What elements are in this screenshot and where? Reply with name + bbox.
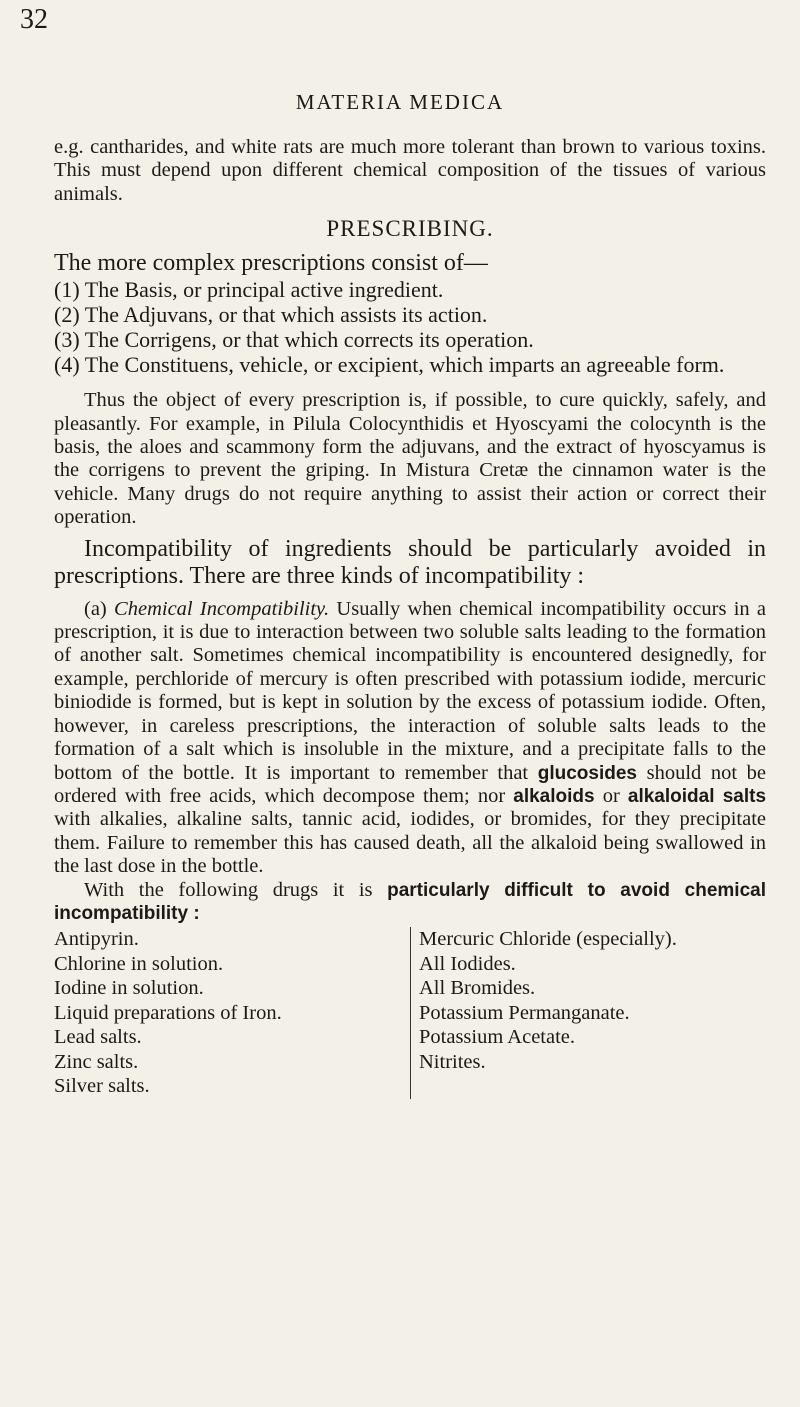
term-glucosides: glucosides <box>537 762 637 784</box>
drug-item: Nitrites. <box>419 1050 486 1073</box>
drug-item: Potassium Permanganate. <box>419 1001 630 1024</box>
drug-item: Mercuric Chloride (especially). <box>419 928 677 951</box>
drug-item: Silver salts. <box>54 1075 150 1098</box>
drug-item: Iodine in solution. <box>54 977 204 1000</box>
drug-item: Lead salts. <box>54 1026 142 1049</box>
drug-item: Chlorine in solution. <box>54 952 224 975</box>
component-item: (3) The Corrigens, or that which corrects its operation. <box>54 327 534 353</box>
drug-item: Zinc salts. <box>54 1050 139 1073</box>
running-header: MATERIA MEDICA <box>295 90 505 114</box>
drug-item: All Bromides. <box>419 977 536 1000</box>
paragraph-text: Usually when chemical incompatibility occurs in a prescription, it is due to interaction between two soluble salts leading to the formation of another salt. Sometimes chemical incompatibility is encountered designedly, for example, perchloride of mercury is often prescribed with potassium iodide, mercuric biniodide is formed, but is kept in solution by the excess of potassium iodide. Often, however, in careless prescriptions, the interaction of soluble salts leads to the formation of a salt which is insoluble in the mixture, and a precipitate falls to the bottom of the bottle. It is important to remember that <box>54 597 767 784</box>
drug-list-left <box>54 927 410 1099</box>
page-number: 32 <box>20 4 48 35</box>
drug-item: Liquid preparations of Iron. <box>54 1001 282 1024</box>
drug-list-right <box>410 927 766 1099</box>
subsection-title: Chemical Incompatibility. <box>114 597 330 620</box>
intro-paragraph: e.g. cantharides, and white rats are much more tolerant than brown to various toxins. This must depend upon different chemical composition of the tissues of various animals. <box>54 136 766 205</box>
paragraph-text: or <box>602 784 620 807</box>
prescription-components <box>54 277 766 377</box>
drug-item: Potassium Acetate. <box>419 1026 576 1049</box>
paragraph-text: should not be ordered with free acids, which decompose them; nor <box>54 761 767 807</box>
object-paragraph: Thus the object of every prescription is, if possible, to cure quickly, safely, and pleasantly. For example, in Pilula Colocynthidis et Hyoscyami the colocynth is the basis, the aloes and scammony form the adjuvans, and the extract of hyoscyamus is the corrigens to prevent the griping. In Mistura Cretæ the cinnamon water is the vehicle. Many drugs do not require anything to assist their action or correct their operation. <box>54 389 766 529</box>
chemical-incompatibility-paragraph <box>54 598 766 879</box>
incompatibility-intro: Incompatibility of ingredients should be particularly avoided in prescriptions. There are three kinds of incompatibility : <box>54 535 766 589</box>
drugs-intro-emphasis: particularly difficult to avoid chemical incompatibility : <box>54 879 766 924</box>
page-body <box>54 136 766 1099</box>
prescription-lead: The more complex prescriptions consist of— <box>54 250 488 277</box>
paragraph-text: with alkalies, alkaline salts, tannic acid, iodides, or bromides, for they precipitate them. Failure to remember this has caused death, all the alkaloid being swallowed in the last dose in the bottle. <box>54 808 766 878</box>
section-heading: PRESCRIBING. <box>326 216 494 242</box>
drug-item: Antipyrin. <box>54 928 139 951</box>
drugs-intro-text: With the following drugs it is <box>84 878 373 901</box>
drug-columns <box>54 927 766 1099</box>
component-item: (4) The Constituens, vehicle, or excipient, which imparts an agreeable form. <box>54 352 725 378</box>
subsection-label: (a) <box>84 597 107 620</box>
component-item: (1) The Basis, or principal active ingredient. <box>54 277 444 303</box>
drug-item: All Iodides. <box>419 952 516 975</box>
term-alkaloids: alkaloids <box>513 785 595 807</box>
term-alkaloidal-salts: alkaloidal salts <box>627 785 767 807</box>
component-item: (2) The Adjuvans, or that which assists its action. <box>54 302 488 328</box>
drugs-intro <box>54 879 766 926</box>
